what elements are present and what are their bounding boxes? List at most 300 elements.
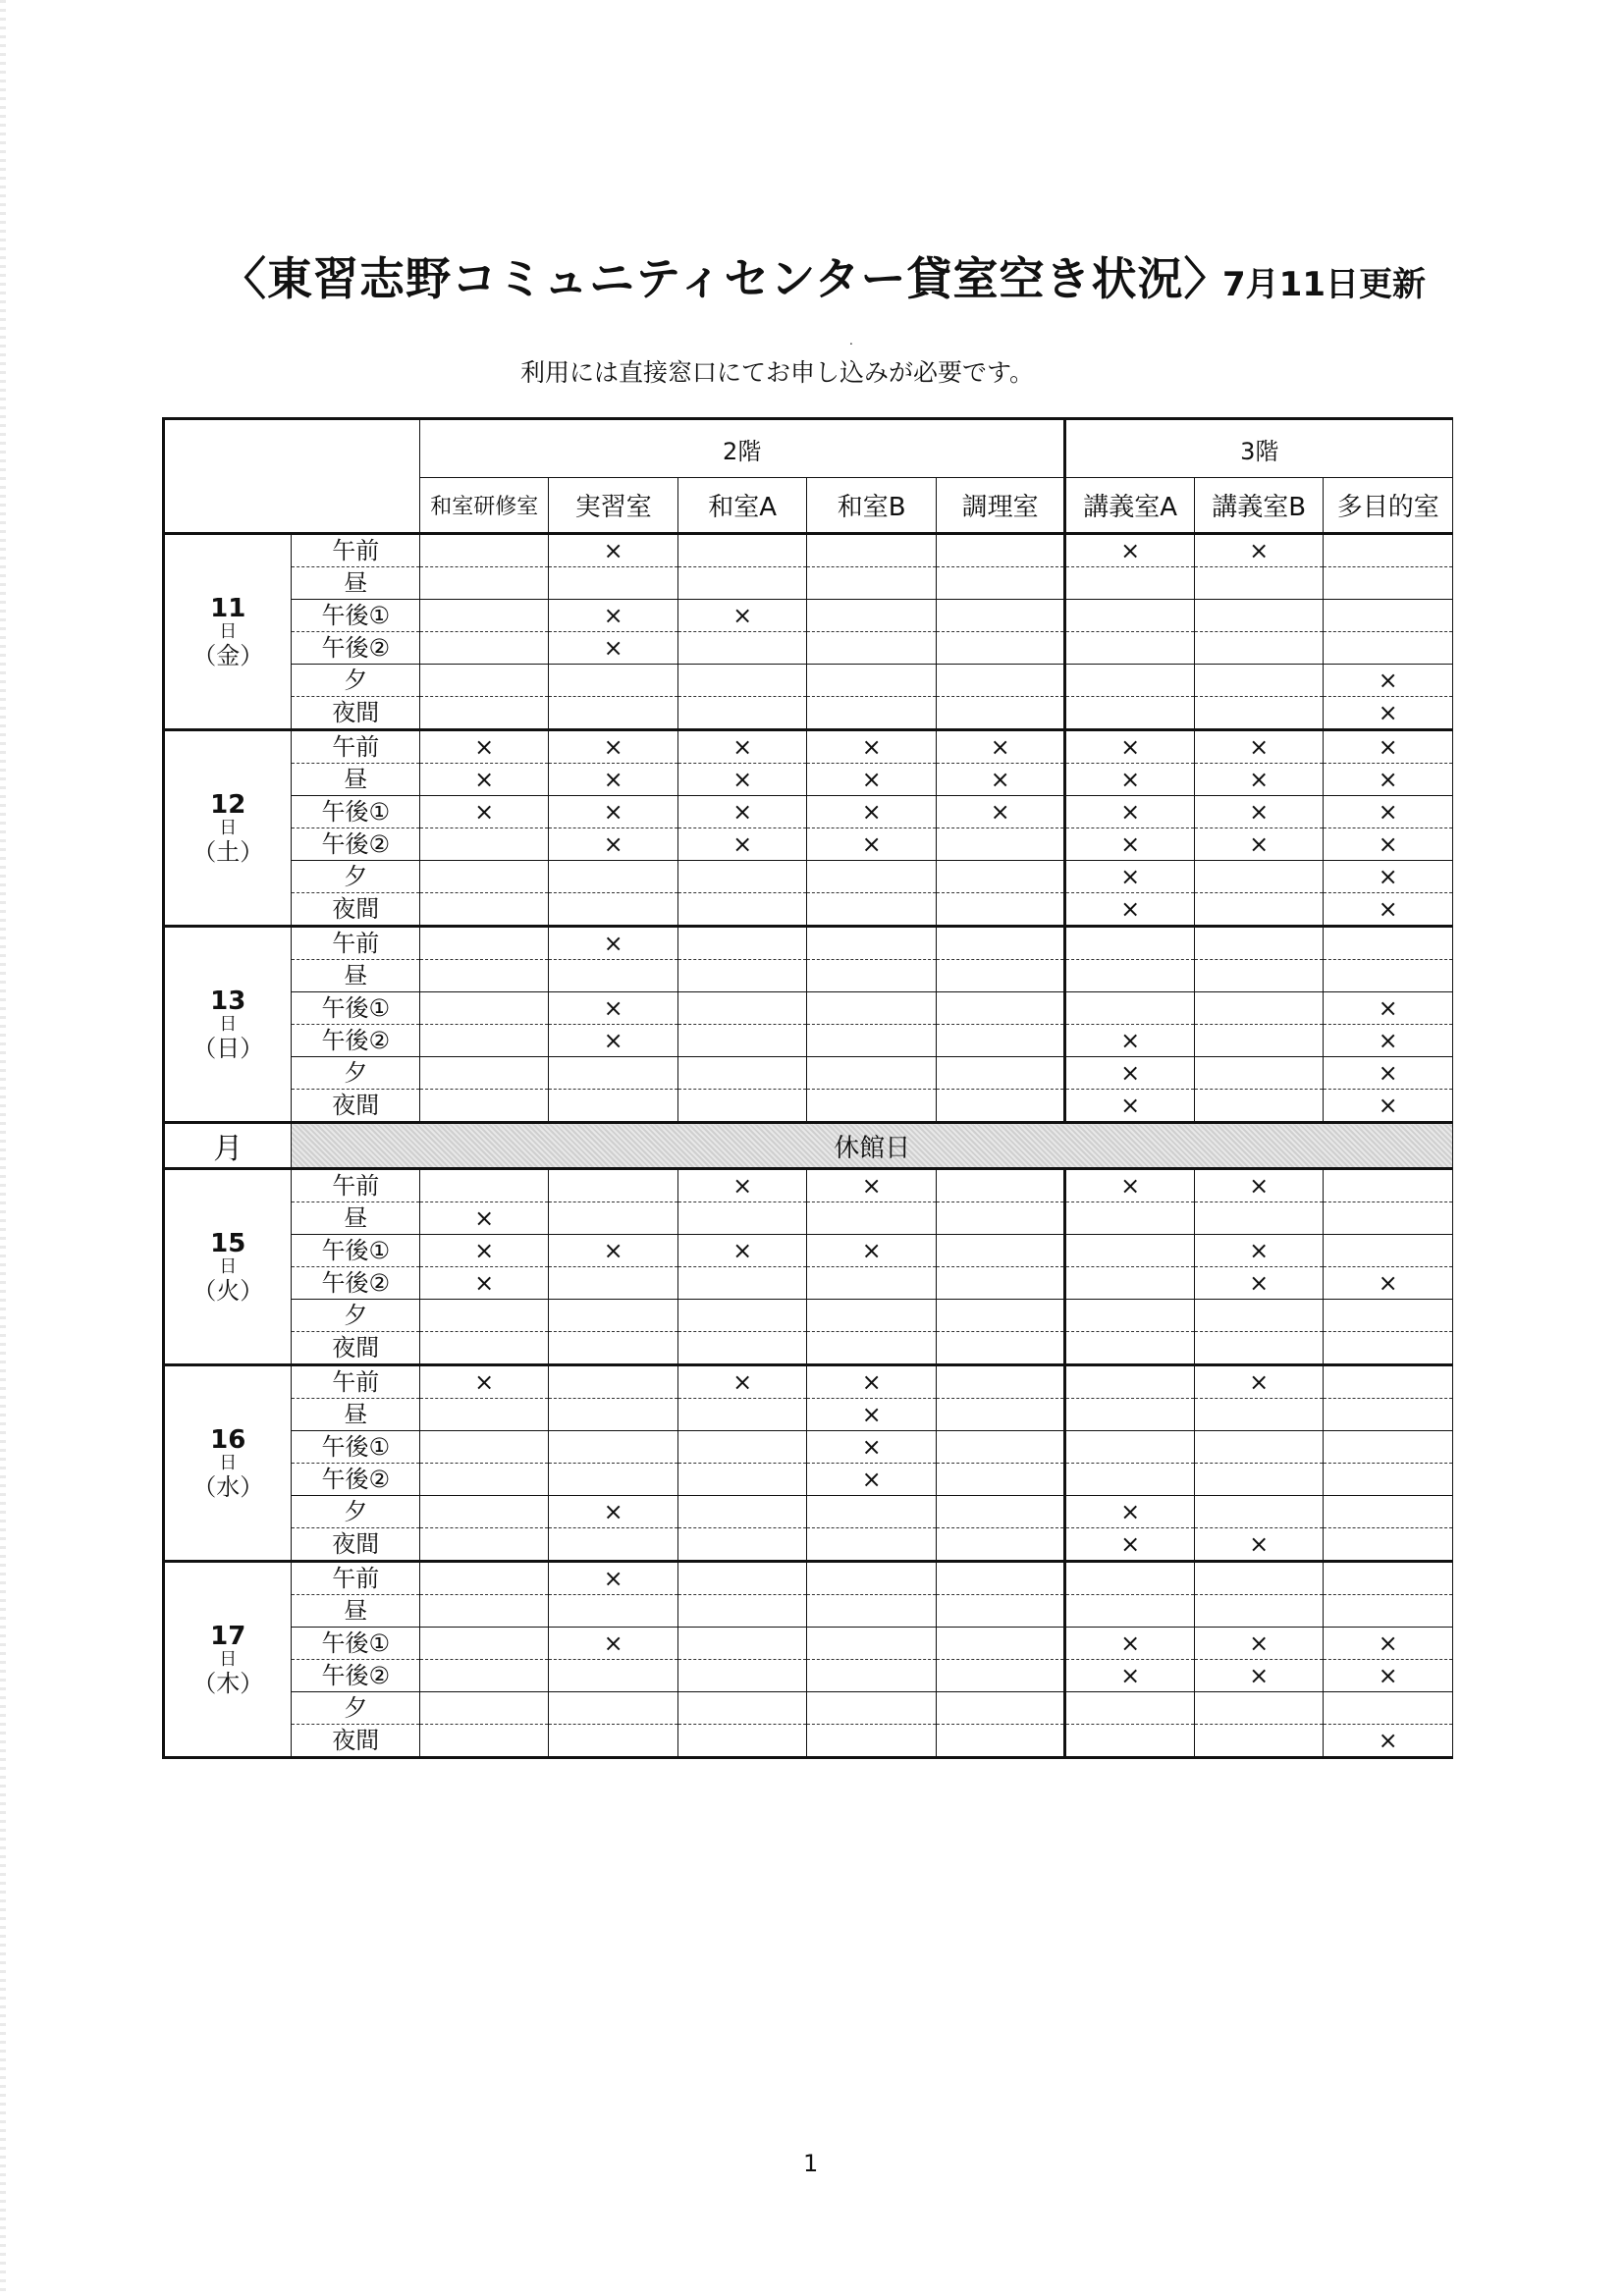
availability-cell	[936, 828, 1065, 861]
availability-cell: ×	[807, 1464, 936, 1496]
slot-label: 午後①	[292, 1431, 419, 1464]
page-number: 1	[803, 2150, 819, 2177]
room-header: 和室B	[807, 478, 936, 534]
availability-cell	[936, 1332, 1065, 1365]
availability-cell: ×	[807, 1431, 936, 1464]
closed-day-row	[164, 1123, 1453, 1169]
availability-cell: ×	[549, 600, 677, 632]
availability-cell	[549, 1267, 677, 1300]
availability-cell: ×	[1194, 1365, 1323, 1399]
availability-cell	[677, 1025, 806, 1057]
availability-cell	[807, 1528, 936, 1562]
availability-cell	[1194, 1595, 1323, 1628]
availability-cell	[807, 893, 936, 927]
availability-cell: ×	[549, 992, 677, 1025]
table-row	[164, 1528, 1453, 1562]
slot-label: 夜間	[292, 1528, 419, 1562]
day-suffix: 日	[219, 1452, 238, 1473]
availability-cell: ×	[1065, 1660, 1194, 1692]
availability-cell: ×	[1194, 828, 1323, 861]
day-number: 17	[210, 1621, 246, 1651]
availability-cell	[1194, 1202, 1323, 1235]
availability-cell	[419, 1332, 548, 1365]
floor-header-row	[164, 419, 1453, 478]
availability-cell	[419, 1660, 548, 1692]
table-row	[164, 1235, 1453, 1267]
availability-cell: ×	[1194, 796, 1323, 828]
availability-cell	[549, 893, 677, 927]
availability-cell	[1065, 1332, 1194, 1365]
availability-cell	[419, 828, 548, 861]
availability-cell	[1324, 1399, 1453, 1431]
table-row	[164, 1202, 1453, 1235]
availability-cell	[936, 1202, 1065, 1235]
slot-label: 午後①	[292, 1235, 419, 1267]
availability-cell	[1324, 960, 1453, 992]
table-row	[164, 1090, 1453, 1123]
table-row	[164, 1725, 1453, 1758]
availability-cell: ×	[1324, 1090, 1453, 1123]
room-availability-table	[162, 417, 1453, 1759]
table-row	[164, 1496, 1453, 1528]
availability-cell	[807, 1267, 936, 1300]
availability-cell	[549, 1332, 677, 1365]
availability-cell: ×	[1194, 1235, 1323, 1267]
slot-label: 夕	[292, 1057, 419, 1090]
availability-cell	[936, 1628, 1065, 1660]
availability-cell: ×	[419, 1365, 548, 1399]
availability-cell	[936, 1025, 1065, 1057]
availability-cell: ×	[807, 1235, 936, 1267]
availability-cell	[936, 1725, 1065, 1758]
availability-cell	[419, 1169, 548, 1202]
table-row	[164, 861, 1453, 893]
availability-cell	[936, 1235, 1065, 1267]
table-row	[164, 600, 1453, 632]
room-header: 講義室B	[1194, 478, 1323, 534]
availability-cell	[419, 1628, 548, 1660]
availability-cell	[549, 1090, 677, 1123]
availability-cell	[1065, 632, 1194, 665]
availability-cell	[677, 1431, 806, 1464]
availability-cell	[677, 861, 806, 893]
availability-cell	[936, 1399, 1065, 1431]
availability-cell	[677, 1528, 806, 1562]
availability-cell: ×	[549, 796, 677, 828]
availability-cell	[936, 567, 1065, 600]
slot-label: 午前	[292, 534, 419, 567]
availability-cell: ×	[1065, 764, 1194, 796]
availability-cell: ×	[677, 764, 806, 796]
availability-cell	[677, 697, 806, 730]
availability-cell	[419, 567, 548, 600]
availability-cell	[807, 861, 936, 893]
availability-cell	[936, 665, 1065, 697]
availability-cell	[549, 1595, 677, 1628]
availability-cell	[936, 1562, 1065, 1595]
availability-cell	[936, 1169, 1065, 1202]
availability-cell: ×	[1324, 796, 1453, 828]
availability-cell	[1065, 1365, 1194, 1399]
availability-cell	[677, 632, 806, 665]
availability-cell	[549, 1365, 677, 1399]
table-row	[164, 960, 1453, 992]
slot-label: 夕	[292, 665, 419, 697]
availability-cell: ×	[1194, 730, 1323, 764]
availability-cell	[936, 1431, 1065, 1464]
closed-day-label: 月	[164, 1123, 292, 1169]
availability-cell: ×	[419, 1235, 548, 1267]
availability-cell	[936, 861, 1065, 893]
availability-cell: ×	[1324, 861, 1453, 893]
room-header: 和室研修室	[419, 478, 548, 534]
availability-cell: ×	[1324, 1660, 1453, 1692]
slot-label: 午後①	[292, 796, 419, 828]
availability-cell	[1194, 992, 1323, 1025]
availability-cell	[807, 992, 936, 1025]
availability-cell: ×	[807, 1169, 936, 1202]
availability-cell	[419, 1528, 548, 1562]
availability-cell	[677, 992, 806, 1025]
availability-cell	[1065, 1595, 1194, 1628]
availability-cell: ×	[1194, 1169, 1323, 1202]
availability-cell: ×	[1324, 764, 1453, 796]
availability-cell	[1194, 960, 1323, 992]
availability-cell	[677, 1300, 806, 1332]
availability-cell: ×	[677, 1169, 806, 1202]
availability-cell	[1194, 861, 1323, 893]
usage-notice: 利用には直接窓口にてお申し込みが必要です。	[520, 358, 1035, 387]
availability-cell	[1065, 1464, 1194, 1496]
availability-cell	[419, 893, 548, 927]
floor-2-header: 2階	[419, 419, 1064, 478]
availability-cell	[677, 893, 806, 927]
floor-3-header: 3階	[1065, 419, 1453, 478]
page-title: 〈東習志野コミュニティセンター貸室空き状況〉	[221, 252, 1230, 305]
slot-label: 夜間	[292, 1090, 419, 1123]
table-row	[164, 1562, 1453, 1595]
availability-cell	[807, 1300, 936, 1332]
availability-cell: ×	[1324, 665, 1453, 697]
availability-cell: ×	[1065, 1496, 1194, 1528]
availability-cell	[419, 1300, 548, 1332]
table-row	[164, 1660, 1453, 1692]
slot-label: 夜間	[292, 697, 419, 730]
stray-mark: .	[849, 334, 853, 347]
slot-label: 夕	[292, 1300, 419, 1332]
availability-cell	[549, 1464, 677, 1496]
slot-label: 午後①	[292, 992, 419, 1025]
availability-cell	[1065, 1725, 1194, 1758]
availability-cell: ×	[1324, 1628, 1453, 1660]
availability-cell	[1324, 1332, 1453, 1365]
availability-cell: ×	[1194, 534, 1323, 567]
availability-cell	[419, 1399, 548, 1431]
slot-label: 午後②	[292, 1267, 419, 1300]
table-row	[164, 1399, 1453, 1431]
update-date: 7月11日更新	[1222, 265, 1426, 304]
availability-cell	[419, 697, 548, 730]
availability-cell	[549, 665, 677, 697]
day-label	[164, 927, 292, 1123]
availability-cell: ×	[677, 828, 806, 861]
availability-cell	[936, 1528, 1065, 1562]
availability-cell	[549, 1660, 677, 1692]
day-number: 11	[210, 593, 246, 623]
availability-cell: ×	[1065, 730, 1194, 764]
availability-cell	[1065, 1300, 1194, 1332]
availability-cell	[549, 1431, 677, 1464]
availability-cell	[1065, 697, 1194, 730]
slot-label: 午前	[292, 1365, 419, 1399]
availability-cell	[419, 1496, 548, 1528]
table-row	[164, 1365, 1453, 1399]
availability-cell	[677, 1090, 806, 1123]
availability-cell	[549, 697, 677, 730]
availability-cell	[677, 1496, 806, 1528]
slot-label: 夕	[292, 1496, 419, 1528]
availability-cell	[419, 927, 548, 960]
availability-cell	[1065, 927, 1194, 960]
room-header: 講義室A	[1065, 478, 1194, 534]
availability-cell: ×	[1324, 1025, 1453, 1057]
availability-cell	[1324, 927, 1453, 960]
availability-cell: ×	[1324, 992, 1453, 1025]
availability-cell	[807, 1496, 936, 1528]
availability-cell: ×	[936, 764, 1065, 796]
availability-cell	[936, 893, 1065, 927]
availability-cell: ×	[1194, 1528, 1323, 1562]
availability-cell	[549, 1399, 677, 1431]
table-row	[164, 632, 1453, 665]
availability-cell	[1065, 600, 1194, 632]
availability-cell: ×	[936, 730, 1065, 764]
table-row	[164, 893, 1453, 927]
availability-cell	[419, 665, 548, 697]
table-row	[164, 534, 1453, 567]
availability-cell	[677, 1725, 806, 1758]
availability-cell	[1194, 697, 1323, 730]
availability-cell	[1324, 1365, 1453, 1399]
availability-cell	[549, 1300, 677, 1332]
availability-cell: ×	[549, 927, 677, 960]
day-suffix: 日	[219, 1013, 238, 1035]
availability-cell	[1065, 1399, 1194, 1431]
availability-cell	[1324, 632, 1453, 665]
availability-cell: ×	[549, 1562, 677, 1595]
availability-cell	[807, 697, 936, 730]
availability-cell	[1194, 1562, 1323, 1595]
availability-cell	[1194, 665, 1323, 697]
slot-label: 昼	[292, 960, 419, 992]
availability-cell: ×	[1194, 764, 1323, 796]
availability-cell: ×	[677, 796, 806, 828]
availability-cell: ×	[1065, 893, 1194, 927]
availability-cell: ×	[1065, 1025, 1194, 1057]
availability-cell	[677, 1332, 806, 1365]
availability-cell	[549, 1692, 677, 1725]
day-label	[164, 1365, 292, 1562]
availability-cell: ×	[1065, 828, 1194, 861]
availability-cell	[936, 600, 1065, 632]
availability-cell: ×	[807, 1365, 936, 1399]
availability-cell: ×	[1065, 861, 1194, 893]
availability-cell: ×	[419, 764, 548, 796]
availability-cell: ×	[1065, 1090, 1194, 1123]
availability-cell: ×	[1065, 1169, 1194, 1202]
availability-cell	[677, 1202, 806, 1235]
table-row	[164, 1300, 1453, 1332]
availability-cell	[419, 1562, 548, 1595]
availability-cell: ×	[1324, 1267, 1453, 1300]
availability-cell	[1324, 1300, 1453, 1332]
availability-cell	[677, 665, 806, 697]
availability-cell	[807, 632, 936, 665]
day-number: 12	[210, 789, 246, 820]
availability-cell: ×	[1324, 1725, 1453, 1758]
day-label	[164, 534, 292, 730]
availability-cell	[936, 1057, 1065, 1090]
slot-label: 午前	[292, 927, 419, 960]
availability-cell	[936, 960, 1065, 992]
availability-cell	[677, 1660, 806, 1692]
availability-cell	[807, 1090, 936, 1123]
availability-cell	[807, 600, 936, 632]
availability-cell	[807, 960, 936, 992]
availability-cell	[1194, 567, 1323, 600]
availability-cell	[1324, 1235, 1453, 1267]
day-number: 13	[210, 986, 246, 1016]
availability-cell: ×	[1065, 796, 1194, 828]
availability-cell	[936, 1464, 1065, 1496]
availability-cell	[677, 927, 806, 960]
table-row	[164, 1025, 1453, 1057]
slot-label: 午後②	[292, 828, 419, 861]
availability-cell	[936, 1090, 1065, 1123]
availability-cell	[936, 992, 1065, 1025]
availability-cell	[1194, 1692, 1323, 1725]
day-label	[164, 730, 292, 927]
table-row	[164, 1057, 1453, 1090]
availability-cell: ×	[419, 1267, 548, 1300]
availability-cell	[936, 1300, 1065, 1332]
slot-label: 午後①	[292, 600, 419, 632]
availability-cell	[936, 1365, 1065, 1399]
slot-label: 夜間	[292, 893, 419, 927]
availability-cell	[1194, 1399, 1323, 1431]
availability-cell: ×	[549, 730, 677, 764]
closed-day-banner: 休館日	[292, 1123, 1453, 1169]
availability-cell: ×	[807, 730, 936, 764]
availability-cell	[807, 1628, 936, 1660]
availability-cell: ×	[677, 730, 806, 764]
availability-cell	[419, 1090, 548, 1123]
table-row	[164, 730, 1453, 764]
availability-cell: ×	[1065, 1528, 1194, 1562]
table-row	[164, 697, 1453, 730]
availability-cell	[1065, 1202, 1194, 1235]
availability-cell: ×	[677, 1365, 806, 1399]
day-weekday: （木）	[192, 1669, 264, 1697]
room-header: 調理室	[936, 478, 1065, 534]
availability-cell: ×	[549, 534, 677, 567]
availability-cell	[1065, 1562, 1194, 1595]
availability-cell: ×	[1065, 1057, 1194, 1090]
availability-cell	[807, 1725, 936, 1758]
availability-cell	[807, 1332, 936, 1365]
availability-cell	[677, 1267, 806, 1300]
availability-cell	[1194, 632, 1323, 665]
day-weekday: （火）	[192, 1276, 264, 1305]
availability-cell	[1194, 927, 1323, 960]
availability-cell: ×	[1065, 534, 1194, 567]
availability-cell	[1324, 1464, 1453, 1496]
day-number: 16	[210, 1424, 246, 1455]
day-label	[164, 1169, 292, 1365]
slot-label: 午後①	[292, 1628, 419, 1660]
availability-cell	[419, 1464, 548, 1496]
slot-label: 昼	[292, 1399, 419, 1431]
availability-cell	[936, 534, 1065, 567]
availability-cell: ×	[549, 1025, 677, 1057]
availability-cell: ×	[677, 600, 806, 632]
availability-cell	[677, 1692, 806, 1725]
availability-cell	[1324, 1595, 1453, 1628]
day-weekday: （日）	[192, 1034, 264, 1062]
availability-cell: ×	[807, 764, 936, 796]
availability-cell	[807, 1202, 936, 1235]
availability-cell: ×	[1194, 1660, 1323, 1692]
availability-cell	[1065, 665, 1194, 697]
availability-cell	[1194, 1332, 1323, 1365]
availability-cell: ×	[1324, 893, 1453, 927]
availability-cell	[1194, 1496, 1323, 1528]
availability-cell	[1194, 1090, 1323, 1123]
availability-cell	[936, 697, 1065, 730]
availability-cell: ×	[1324, 730, 1453, 764]
availability-cell	[807, 1025, 936, 1057]
slot-label: 夕	[292, 861, 419, 893]
availability-cell	[549, 567, 677, 600]
availability-cell	[549, 1528, 677, 1562]
availability-cell	[419, 992, 548, 1025]
availability-cell	[677, 1628, 806, 1660]
availability-cell	[936, 632, 1065, 665]
availability-cell	[419, 534, 548, 567]
availability-cell	[807, 1660, 936, 1692]
availability-cell	[549, 1169, 677, 1202]
availability-cell	[1065, 1692, 1194, 1725]
availability-cell	[549, 960, 677, 992]
availability-cell	[1065, 1431, 1194, 1464]
slot-label: 夜間	[292, 1725, 419, 1758]
availability-cell: ×	[549, 1496, 677, 1528]
availability-cell	[1194, 1025, 1323, 1057]
slot-label: 夜間	[292, 1332, 419, 1365]
availability-cell	[936, 1267, 1065, 1300]
header-corner	[164, 419, 420, 534]
availability-cell	[1324, 567, 1453, 600]
day-suffix: 日	[219, 1255, 238, 1277]
availability-cell	[419, 960, 548, 992]
availability-cell	[677, 960, 806, 992]
table-row	[164, 1431, 1453, 1464]
availability-cell	[1194, 600, 1323, 632]
table-row	[164, 992, 1453, 1025]
availability-cell	[1324, 600, 1453, 632]
availability-cell	[677, 534, 806, 567]
availability-cell: ×	[419, 730, 548, 764]
